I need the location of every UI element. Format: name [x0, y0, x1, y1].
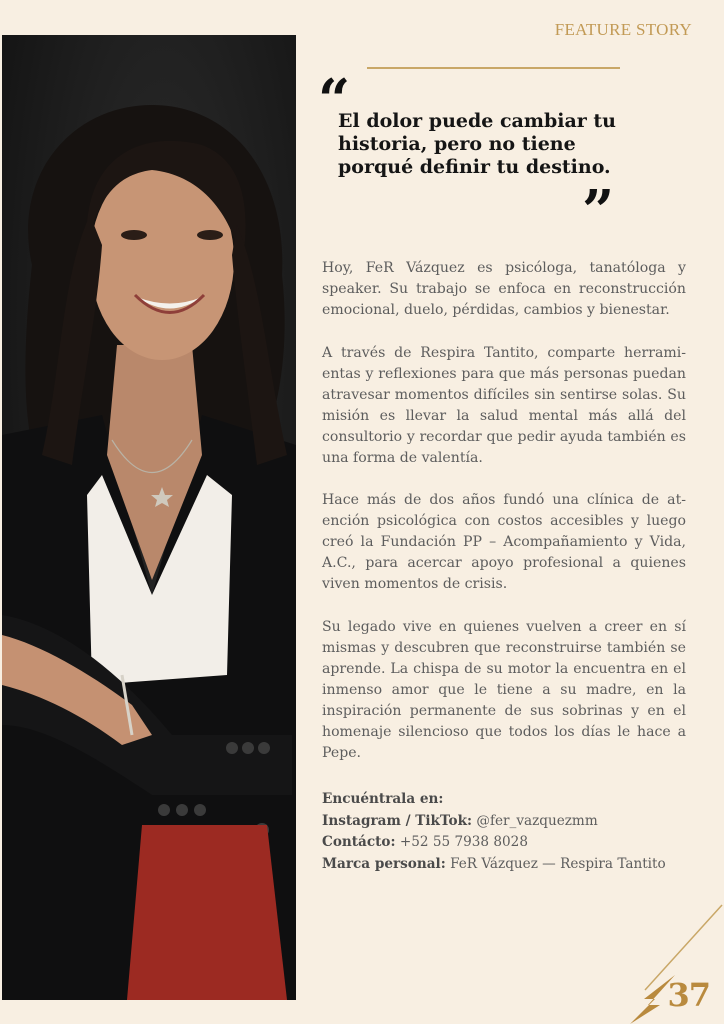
brand-name: FeR Vázquez — Respira Tantito: [450, 855, 666, 872]
instagram-label: Instagram / TikTok:: [322, 812, 473, 829]
section-label: FEATURE STORY: [554, 20, 692, 39]
article-paragraph: A través de Respira Tantito, comparte herramientas y reflexiones para que más personas puedan atravesar momentos difíciles sin sentirse solas. Su misión es llevar la salud mental más allá del consultorio y recordar que pedir ayuda también es una forma de valentía.: [322, 344, 686, 466]
pull-quote: El dolor puede cambiar tu historia, pero no tiene porqué definir tu destino.: [338, 110, 616, 178]
article-paragraph: Hace más de dos años fundó una clínica de atención psicológica con costos accesibles y luego creó la Fundación PP – Acompañamiento y Vida, A.C., para acercar apoyo profesional a quienes viven momentos de crisis.: [322, 492, 686, 592]
article-paragraph: Hoy, FeR Vázquez es psicóloga, tanatóloga y speaker. Su trabajo se enfoca en reconstrucción emocional, duelo, pérdidas, cambios y bienestar.: [322, 260, 686, 318]
contact-heading: Encuéntrala en:: [322, 791, 444, 807]
instagram-handle[interactable]: @fer_vazquezmm: [476, 812, 598, 829]
contact-block: [322, 789, 702, 875]
phone-label: Contácto:: [322, 834, 396, 850]
gold-divider: [367, 67, 620, 69]
article-paragraph: Su legado vive en quienes vuelven a creer en sí mismas y descubren que reconstruirse también se aprende. La chispa de su motor la encuentra en el inmenso amor que le tiene a su madre, en la inspiración permanente de sus sobrinas y en el homenaje silencioso que todos los días le hace a Pepe.: [322, 618, 686, 761]
brand-label: Marca personal:: [322, 855, 446, 872]
article-body: [322, 258, 686, 785]
portrait-photo: [2, 35, 296, 1000]
quote-close-icon: ”: [582, 178, 615, 244]
phone-number[interactable]: +52 55 7938 8028: [399, 834, 528, 850]
quote-open-icon: “: [318, 67, 351, 133]
page-number: 37: [667, 976, 710, 1014]
